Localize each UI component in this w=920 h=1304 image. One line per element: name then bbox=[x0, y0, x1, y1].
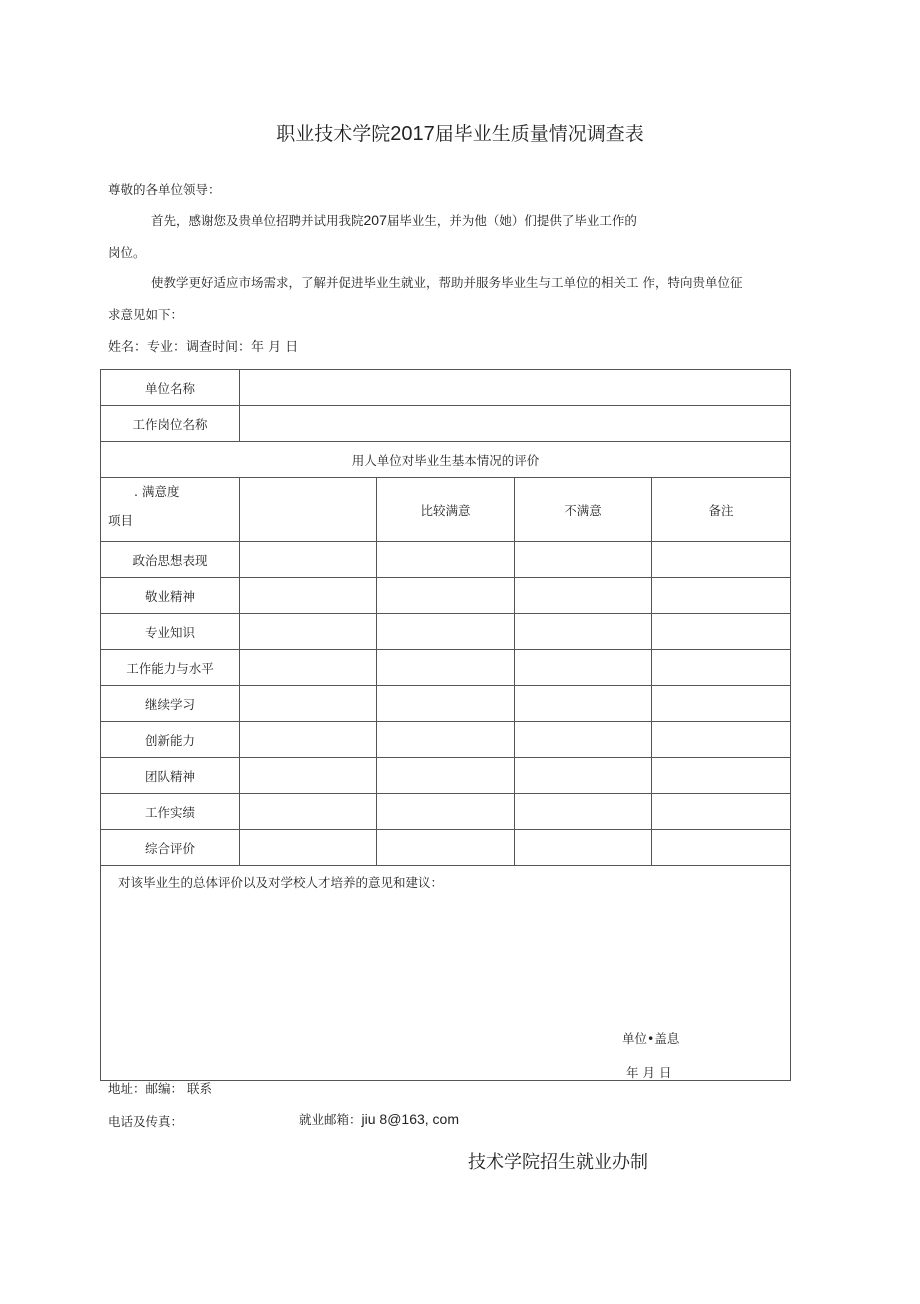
rating-cell[interactable] bbox=[240, 542, 377, 578]
header-col-blank bbox=[240, 478, 377, 542]
address-line: 地址：邮编： 联系 bbox=[108, 1081, 212, 1096]
section-title-row bbox=[101, 442, 791, 478]
intro-paragraph-line1 bbox=[151, 211, 637, 229]
unit-name-row bbox=[101, 370, 791, 406]
intro-paragraph-line2: 岗位。 bbox=[108, 245, 146, 260]
rating-cell[interactable] bbox=[240, 722, 377, 758]
rating-cell[interactable] bbox=[652, 794, 791, 830]
intro-text-pre: 首先，感谢您及贵单位招聘并试用我院 bbox=[151, 213, 364, 228]
rating-cell[interactable] bbox=[377, 794, 515, 830]
header-unsatisfied: 不满意 bbox=[515, 478, 652, 542]
purpose-paragraph-line1: 使教学更好适应市场需求，了解并促进毕业生就业，帮助并服务毕业生与工单位的相关工 作，特向贵单位征 bbox=[151, 275, 743, 290]
intro-number: 207 bbox=[363, 212, 387, 228]
rating-cell[interactable] bbox=[515, 614, 652, 650]
rating-cell[interactable] bbox=[652, 578, 791, 614]
rating-item-label: 工作能力与水平 bbox=[101, 650, 240, 686]
unit-name-field[interactable] bbox=[240, 370, 791, 406]
rating-cell[interactable] bbox=[515, 794, 652, 830]
rating-cell[interactable] bbox=[652, 542, 791, 578]
section-title: 用人单位对毕业生基本情况的评价 bbox=[101, 442, 791, 478]
rating-row bbox=[101, 578, 791, 614]
rating-cell[interactable] bbox=[652, 614, 791, 650]
rating-cell[interactable] bbox=[240, 650, 377, 686]
seal-label: 单位•盖息 bbox=[622, 1031, 680, 1046]
rating-header-row bbox=[101, 478, 791, 542]
rating-cell[interactable] bbox=[240, 794, 377, 830]
rating-cell[interactable] bbox=[240, 758, 377, 794]
rating-row bbox=[101, 614, 791, 650]
rating-cell[interactable] bbox=[377, 722, 515, 758]
rating-item-label: 政治思想表现 bbox=[101, 542, 240, 578]
rating-cell[interactable] bbox=[240, 830, 377, 866]
rating-cell[interactable] bbox=[515, 722, 652, 758]
evaluation-form-table bbox=[100, 369, 791, 1081]
rating-cell[interactable] bbox=[377, 650, 515, 686]
comment-row bbox=[101, 866, 791, 1081]
rating-item-label: 专业知识 bbox=[101, 614, 240, 650]
rating-cell[interactable] bbox=[515, 578, 652, 614]
rating-cell[interactable] bbox=[377, 830, 515, 866]
rating-cell[interactable] bbox=[515, 686, 652, 722]
rating-cell[interactable] bbox=[240, 614, 377, 650]
rating-item-label: 创新能力 bbox=[101, 722, 240, 758]
info-line: 姓名：专业：调查时间：年 月 日 bbox=[108, 340, 299, 355]
job-title-label: 工作岗位名称 bbox=[101, 406, 240, 442]
header-satisfaction-label: . 满意度 bbox=[134, 484, 180, 499]
title-year: 2017 bbox=[390, 123, 435, 145]
rating-cell[interactable] bbox=[240, 578, 377, 614]
rating-row bbox=[101, 650, 791, 686]
rating-cell[interactable] bbox=[377, 686, 515, 722]
comment-prompt: 对该毕业生的总体评价以及对学校人才培养的意见和建议： bbox=[118, 875, 444, 890]
email-label: 就业邮箱： bbox=[299, 1112, 362, 1127]
rating-cell[interactable] bbox=[652, 830, 791, 866]
rating-cell[interactable] bbox=[377, 542, 515, 578]
rating-cell[interactable] bbox=[652, 722, 791, 758]
rating-item-label: 工作实绩 bbox=[101, 794, 240, 830]
rating-cell[interactable] bbox=[652, 686, 791, 722]
rating-item-label: 综合评价 bbox=[101, 830, 240, 866]
title-suffix: 届毕业生质量情况调查表 bbox=[434, 123, 644, 145]
rating-cell[interactable] bbox=[240, 686, 377, 722]
job-title-field[interactable] bbox=[240, 406, 791, 442]
rating-cell[interactable] bbox=[515, 542, 652, 578]
rating-item-label: 团队精神 bbox=[101, 758, 240, 794]
rating-cell[interactable] bbox=[377, 758, 515, 794]
job-title-row bbox=[101, 406, 791, 442]
rating-row bbox=[101, 830, 791, 866]
header-item-label: 项目 bbox=[108, 513, 134, 528]
salutation: 尊敬的各单位领导： bbox=[108, 182, 221, 197]
comment-box[interactable] bbox=[101, 866, 791, 1081]
phone-fax-label: 电话及传真： bbox=[108, 1114, 184, 1129]
rating-cell[interactable] bbox=[515, 650, 652, 686]
rating-rows bbox=[101, 542, 791, 866]
header-diagonal-cell bbox=[101, 478, 240, 542]
title-prefix: 职业技术学院 bbox=[276, 123, 391, 145]
purpose-paragraph-line2: 求意见如下： bbox=[108, 307, 184, 322]
rating-cell[interactable] bbox=[377, 578, 515, 614]
rating-row bbox=[101, 722, 791, 758]
email-line bbox=[299, 1110, 459, 1128]
rating-row bbox=[101, 794, 791, 830]
rating-cell[interactable] bbox=[652, 758, 791, 794]
page-title bbox=[0, 119, 920, 146]
header-remarks: 备注 bbox=[652, 478, 791, 542]
rating-cell[interactable] bbox=[652, 650, 791, 686]
issuer-signature: 技术学院招生就业办制 bbox=[468, 1152, 648, 1173]
rating-row bbox=[101, 542, 791, 578]
rating-item-label: 敬业精神 bbox=[101, 578, 240, 614]
unit-name-label: 单位名称 bbox=[101, 370, 240, 406]
rating-row bbox=[101, 686, 791, 722]
rating-cell[interactable] bbox=[515, 830, 652, 866]
date-label: 年 月 日 bbox=[626, 1065, 672, 1080]
rating-item-label: 继续学习 bbox=[101, 686, 240, 722]
header-relatively-satisfied: 比较满意 bbox=[377, 478, 515, 542]
rating-cell[interactable] bbox=[377, 614, 515, 650]
rating-row bbox=[101, 758, 791, 794]
rating-cell[interactable] bbox=[515, 758, 652, 794]
email-value: jiu 8@163, com bbox=[361, 1111, 459, 1127]
intro-text-post: 届毕业生，并为他（她）们提供了毕业工作的 bbox=[386, 213, 637, 228]
